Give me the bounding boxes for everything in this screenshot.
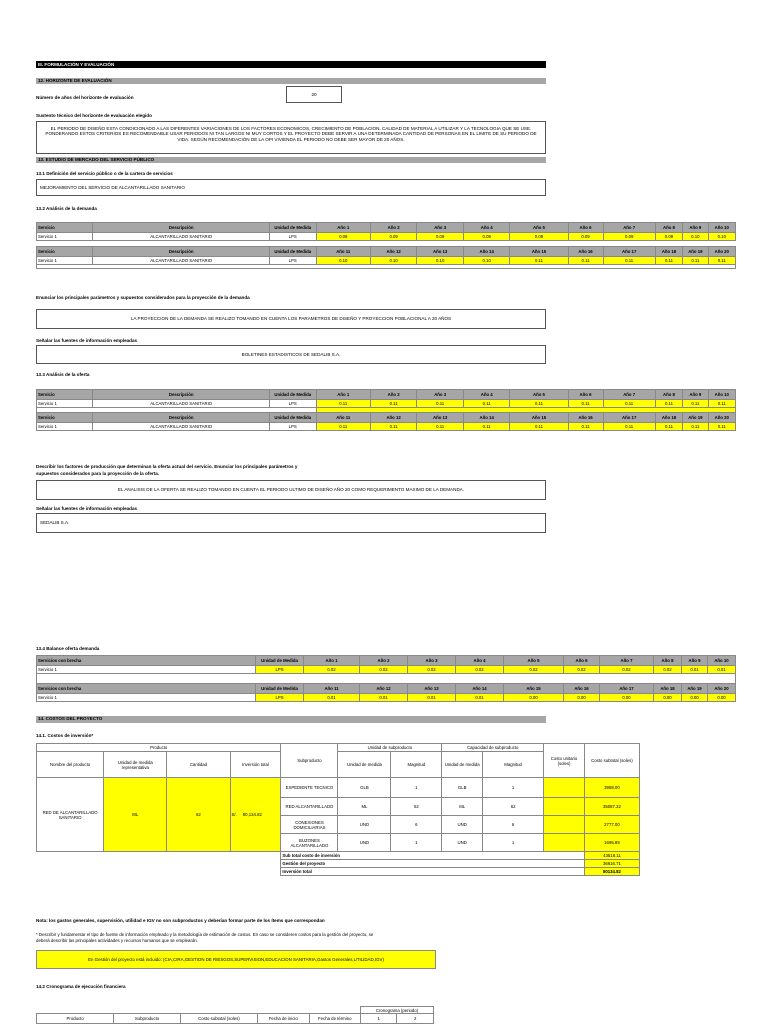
offer-value[interactable]: 0.11 [655,423,682,431]
th-subproducto: Subproducto [281,744,338,778]
balance-value[interactable]: 0.01 [360,694,408,702]
balance-value[interactable]: 0.01 [456,694,504,702]
s141-label: 14.1. Costos de inversión* [36,733,94,738]
col-unidad: Unidad de Medida [269,413,316,423]
s142-label: 14.2 Cronograma de ejecución financiera [36,984,126,989]
year-header: Año 10 [708,656,736,666]
year-header: Año 7 [603,390,655,400]
year-header: Año 10 [708,390,735,400]
of-fuentes-textbox[interactable]: SEDALIB S.A. [36,513,546,533]
demand-value[interactable]: 0.10 [463,257,510,265]
gestion-value[interactable]: 36616.71 [584,860,639,868]
year-header: Año 20 [708,684,736,694]
s133-label: 13.3 Análisis de la oferta [36,372,90,377]
offer-value[interactable]: 0.11 [683,400,708,408]
cronograma-table [36,1006,434,1024]
offer-value[interactable]: 0.11 [568,400,603,408]
offer-value[interactable]: 0.11 [655,400,682,408]
of-factors-label-1: Describir los factores de producción que determinan la oferta actual del servicio. Enunciar los principales parámetros y [36,464,298,469]
offer-value[interactable]: 0.11 [370,400,417,408]
th-cantidad: Cantidad [167,752,230,778]
th-unidad-medida-2: Unidad de medida [442,752,483,778]
balance-value[interactable]: 0.00 [708,694,736,702]
nota2-line-2: deberá describir las principales actividades y recursos humanos que se emplearán. [36,938,199,943]
year-header: Año 16 [564,684,600,694]
th-capacidad-sub: Capacidad de subproducto [442,744,544,752]
dem-fuentes-label: Señalar las fuentes de información empleadas [36,338,138,343]
sub-mag: 6 [391,816,442,834]
unidad-cell: LPS [269,400,316,408]
offer-value[interactable]: 0.11 [568,423,603,431]
servicio-cell: Servicio 1 [37,423,93,431]
gestion-detail-box[interactable]: En Gestión del proyecto está incluido: (CIA,CIRA,GESTION DE RIESGOS,SUPERVISION,EDUCACION SANITARIA,Gastos Generales,UTILIDAD,IGV) [36,950,436,969]
sub-name: BUZONES ALCANTARILLADO [281,834,338,852]
nota2-line-1: * Describir y fundamentar el tipo de fuente de información empleado y la metodología de estimación de costos. En caso se consideren costos para la gestión del proyecto, se [36,932,374,937]
sub-unit: GLB [338,778,391,798]
of-factors-label-2: supuestos considerados para la proyección de la oferta. [36,471,160,476]
offer-value[interactable]: 0.11 [683,423,708,431]
col-desc: Descripción [93,223,269,233]
year-header: Año 6 [568,390,603,400]
section-14-header: 14. COSTOS DEL PROYECTO [36,716,546,723]
year-header: Año 2 [370,223,417,233]
offer-value[interactable]: 0.11 [510,400,568,408]
year-header: Año 20 [708,413,735,423]
total-label: Inversión total [281,868,584,876]
col-servicio: Servicio [37,390,93,400]
sub-unit-2: GLB [442,778,483,798]
cost-unit[interactable] [544,816,585,834]
th-unidad-medida: Unidad de medida [338,752,391,778]
of-factors-textbox[interactable]: EL ANALISIS DE LA OFERTA SE REALIZO TOMANDO EN CUENTA EL PERIODO ULTIMO DE DISEÑO AÑO 20 COMO REQUERIMENTO MAXIMO DE LA DEMANDA. [36,480,546,500]
th-producto: Producto [37,1014,114,1024]
cost-subtotal[interactable]: 2777.00 [584,816,639,834]
year-header: Año 5 [504,656,564,666]
investment-table [36,743,640,876]
col-desc: Descripción [93,413,269,423]
offer-value[interactable]: 0.11 [370,423,417,431]
year-header: Año 4 [456,656,504,666]
th-costo-subtotal: Costo subtotal (soles) [180,1014,257,1024]
sub-mag-2: 62 [483,798,544,816]
balance-value[interactable]: 0.00 [564,694,600,702]
offer-value[interactable]: 0.11 [417,423,464,431]
year-header: Año 13 [408,684,456,694]
desc-cell: ALCANTARILLADO SANITARIO [93,423,269,431]
sustento-label: Sustento técnico del horizonte de evaluación elegido [36,113,152,118]
offer-value[interactable]: 0.11 [316,423,370,431]
sub-unit-2: UND [442,834,483,852]
demand-value[interactable]: 0.10 [370,257,417,265]
year-header: Año 1 [316,390,370,400]
s132-label: 13.2 Análisis de la demanda [36,206,97,211]
subtotal-label: Sub total costo de inversión [281,852,584,860]
year-header: Año 6 [564,656,600,666]
offer-value[interactable]: 0.11 [603,423,655,431]
th-unidad-sub: Unidad de subproducto [338,744,442,752]
cost-subtotal[interactable]: 1695.89 [584,834,639,852]
year-header: Año 19 [682,684,708,694]
gestion-label: Gestión del proyecto [281,860,584,868]
section-3-header: III. FORMULACIÓN Y EVALUACIÓN [36,61,546,68]
offer-value[interactable]: 0.11 [603,400,655,408]
sub-unit-2: ML [442,798,483,816]
th-magnitud-2: Magnitud [483,752,544,778]
balance-value[interactable]: 0.01 [304,694,360,702]
balance-value[interactable]: 0.00 [654,694,682,702]
th-period-2: 2 [397,1014,434,1024]
sub-unit: UND [338,834,391,852]
cost-unit[interactable] [544,778,585,798]
year-header: Año 8 [655,390,682,400]
servicio-cell: Servicio 1 [37,666,256,674]
demand-value[interactable]: 0.10 [708,233,735,241]
total-value[interactable]: 80134.82 [584,868,639,876]
year-header: Año 6 [568,223,603,233]
year-header: Año 20 [708,247,735,257]
demand-value[interactable]: 0.09 [655,233,682,241]
demand-value[interactable]: 0.09 [417,233,464,241]
sub-mag-2: 1 [483,834,544,852]
year-header: Año 11 [316,413,370,423]
year-header: Año 8 [654,656,682,666]
product-total[interactable] [230,778,281,852]
sub-unit: ML [338,798,391,816]
demand-value[interactable]: 0.09 [370,233,417,241]
demand-value[interactable]: 0.09 [603,233,655,241]
offer-table [36,389,736,431]
balance-value[interactable]: 0.01 [408,694,456,702]
year-header: Año 18 [654,684,682,694]
demand-value[interactable]: 0.09 [510,233,568,241]
dem-param-textbox[interactable]: LA PROYECCION DE LA DEMANDA SE REALIZO TOMANDO EN CUENTA LOS PARAMETROS DE DISEÑO Y PROYECCION POBLACIONAL A 20 AÑOS [36,309,546,329]
th-costo-sub: Costo subtotal (soles) [584,744,639,778]
col-servicio: Servicio [37,223,93,233]
year-header: Año 3 [417,390,464,400]
col-servicios-brecha: Servicios con brecha [37,656,256,666]
balance-value[interactable]: 0.01 [682,666,708,674]
year-header: Año 19 [683,247,708,257]
s131-label: 13.1 Definición del servicio público o de la cartera de servicios [36,171,173,176]
col-servicio: Servicio [37,413,93,423]
col-servicios-brecha: Servicios con brecha [37,684,256,694]
year-header: Año 9 [683,223,708,233]
sub-unit: UND [338,816,391,834]
year-header: Año 2 [360,656,408,666]
year-header: Año 15 [510,413,568,423]
balance-value[interactable]: 0.02 [504,666,564,674]
unidad-cell: LPS [256,694,304,702]
sub-name: CONEXIONES DOMICILIARIAS [281,816,338,834]
year-header: Año 12 [370,413,417,423]
product-unit[interactable]: ML [104,778,167,852]
offer-value[interactable]: 0.11 [417,400,464,408]
demand-value[interactable]: 0.11 [568,257,603,265]
year-header: Año 2 [370,390,417,400]
th-subproducto: Subproducto [114,1014,181,1024]
cost-unit[interactable] [544,798,585,816]
unidad-cell: LPS [269,257,316,265]
year-header: Año 1 [316,223,370,233]
demand-value[interactable]: 0.09 [568,233,603,241]
year-header: Año 3 [417,223,464,233]
th-inversion-total: Inversión total [230,752,281,778]
subtotal-value[interactable]: 43518.11 [584,852,639,860]
offer-value[interactable]: 0.11 [708,400,735,408]
cost-subtotal[interactable]: 3958.00 [584,778,639,798]
year-header: Año 16 [568,247,603,257]
desc-cell: ALCANTARILLADO SANITARIO [93,233,269,241]
year-header: Año 4 [463,223,510,233]
year-header: Año 8 [655,223,682,233]
demand-value[interactable]: 0.11 [510,257,568,265]
th-period-1: 1 [361,1014,397,1024]
th-producto: Producto [37,744,281,752]
th-unidad-rep: Unidad de medida representativa [104,752,167,778]
year-header: Año 14 [463,413,510,423]
year-header: Año 14 [463,247,510,257]
year-header: Año 17 [603,413,655,423]
balance-value[interactable]: 0.02 [360,666,408,674]
year-header: Año 13 [417,247,464,257]
year-header: Año 11 [316,247,370,257]
year-header: Año 12 [360,684,408,694]
product-qty[interactable]: 62 [167,778,230,852]
year-header: Año 7 [600,656,654,666]
col-unidad: Unidad de Medida [269,223,316,233]
demand-table [36,222,736,269]
year-header: Año 1 [304,656,360,666]
year-header: Año 9 [683,390,708,400]
servicio-cell: Servicio 1 [37,257,93,265]
col-unidad: Unidad de Medida [269,247,316,257]
offer-value[interactable]: 0.11 [463,400,510,408]
th-fecha-termino: Fecha de término [309,1014,361,1024]
balance-value[interactable]: 0.02 [304,666,360,674]
year-header: Año 15 [504,684,564,694]
demand-value[interactable]: 0.11 [603,257,655,265]
section-12-header: 12. HORIZONTE DE EVALUACIÓN [36,78,546,84]
balance-table [36,655,736,702]
product-name: RED DE ALCANTARILLADO SANITARIO [37,778,104,852]
demand-value[interactable]: 0.11 [708,257,735,265]
year-header: Año 17 [603,247,655,257]
section-13-header: 13. ESTUDIO DE MERCADO DEL SERVICIO PÚBLICO [36,157,546,163]
balance-value[interactable]: 0.00 [682,694,708,702]
servicio-cell: Servicio 1 [37,233,93,241]
year-header: Año 14 [456,684,504,694]
balance-value[interactable]: 0.02 [564,666,600,674]
year-header: Año 11 [304,684,360,694]
demand-value[interactable]: 0.10 [683,233,708,241]
sustento-textbox[interactable]: EL PERIODO DE DISEÑO ESTA CONDICIONADO A LAS DIFERENTES VARIACIONES DE LOS FACTORES ECONOMICOS, CRECIMIENTO DE POBLACION, CALIDAD DE MATERIAL A UTILIZAR Y LA TECNOLOGIA QUE SE USE. PONDERANDO ESTOS CRITERIOS ES RECOMENDABLE USAR PERIODOS NI TAN LARGOS NI MUY CORTOS Y EL PROYECTO DEBE SERVIR A UNA DETERMINADA CANTIDAD DE PERSONAS EN EL LIMITE DE SU PERIODO DE VIDA. SEGÚN RECOMENDACIÓN DE LA OPI VIVIENDA EL PERIODO NO DEBE SER MAYOR DE 20 AÑOS. [36,121,546,154]
col-unidad: Unidad de Medida [256,656,304,666]
balance-value[interactable]: 0.00 [600,694,654,702]
balance-value[interactable]: 0.00 [504,694,564,702]
dem-fuentes-textbox[interactable]: BOLETINES ESTADISTICOS DE SEDALIB S.A. [36,345,546,364]
sub-mag-2: 1 [483,778,544,798]
year-header: Año 4 [463,390,510,400]
balance-value[interactable]: 0.02 [654,666,682,674]
currency-label: S/. [231,812,237,817]
offer-value[interactable]: 0.11 [708,423,735,431]
balance-value[interactable]: 0.02 [408,666,456,674]
nota-label: Nota: los gastos generales, supervisión, utilidad e IGV no son subproductos y deberían formar parte de los ítems que correspondan [36,918,325,923]
demand-value[interactable]: 0.11 [683,257,708,265]
year-header: Año 17 [600,684,654,694]
year-header: Año 10 [708,223,735,233]
year-header: Año 12 [370,247,417,257]
year-header: Año 5 [510,223,568,233]
th-nombre: Nombre del producto [37,752,104,778]
unidad-cell: LPS [269,233,316,241]
col-unidad: Unidad de Medida [269,390,316,400]
balance-value[interactable]: 0.02 [600,666,654,674]
unidad-cell: LPS [256,666,304,674]
year-header: Año 16 [568,413,603,423]
year-header: Año 18 [655,247,682,257]
year-header: Año 13 [417,413,464,423]
demand-value[interactable]: 0.09 [316,233,370,241]
offer-value[interactable]: 0.11 [463,423,510,431]
sub-mag: 1 [391,778,442,798]
year-header: Año 9 [682,656,708,666]
dem-param-label: Enunciar los principales parámetros y supuestos considerados para la proyección de la demanda [36,295,250,300]
servicio-cell: Servicio 1 [37,694,256,702]
demand-value[interactable]: 0.10 [316,257,370,265]
th-costo-unit: Costo unitario (soles) [544,744,585,778]
sub-mag: 62 [391,798,442,816]
sub-mag-2: 6 [483,816,544,834]
demand-value[interactable]: 0.09 [463,233,510,241]
th-magnitud: Magnitud [391,752,442,778]
cost-subtotal[interactable]: 35087.22 [584,798,639,816]
offer-value[interactable]: 0.11 [510,423,568,431]
year-header: Año 7 [603,223,655,233]
year-header: Año 3 [408,656,456,666]
years-label: Número de años del horizonte de evaluación [36,95,134,100]
col-servicio: Servicio [37,247,93,257]
unidad-cell: LPS [269,423,316,431]
th-cronograma: Cronograma (periodo) [361,1007,434,1014]
year-header: Año 5 [510,390,568,400]
sub-mag: 1 [391,834,442,852]
of-fuentes-label: Señalar las fuentes de información empleadas [36,506,138,511]
year-header: Año 19 [683,413,708,423]
col-desc: Descripción [93,247,269,257]
s134-label: 13.4 Balance oferta demanda [36,646,100,651]
sub-name: RED ALCANTARILLADO [281,798,338,816]
balance-value[interactable]: 0.02 [456,666,504,674]
sub-unit-2: UND [442,816,483,834]
year-header: Año 15 [510,247,568,257]
demand-value[interactable]: 0.10 [417,257,464,265]
s131-textbox[interactable]: MEJORAMIENTO DEL SERVICIO DE ALCANTARILLADO SANITARIO [36,179,546,196]
product-total-value: 80,134.82 [242,812,262,817]
years-value-field[interactable]: 20 [286,86,342,103]
offer-value[interactable]: 0.11 [316,400,370,408]
demand-value[interactable]: 0.11 [655,257,682,265]
col-desc: Descripción [93,390,269,400]
sub-name: EXPEDIENTE TECNICO [281,778,338,798]
desc-cell: ALCANTARILLADO SANITARIO [93,257,269,265]
year-header: Año 18 [655,413,682,423]
th-fecha-inicio: Fecha de inicio [258,1014,310,1024]
balance-value[interactable]: 0.01 [708,666,736,674]
cost-unit[interactable] [544,834,585,852]
servicio-cell: Servicio 1 [37,400,93,408]
desc-cell: ALCANTARILLADO SANITARIO [93,400,269,408]
col-unidad: Unidad de Medida [256,684,304,694]
